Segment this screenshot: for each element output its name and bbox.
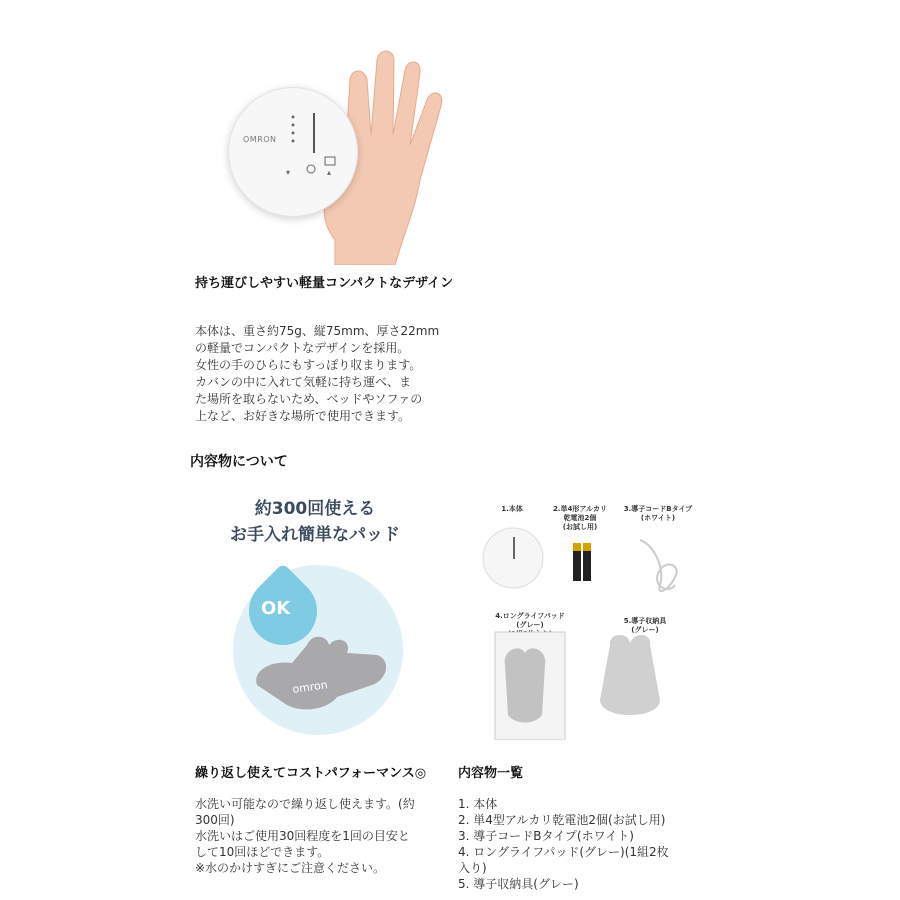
cord-icon: [640, 540, 677, 591]
svg-text:▴: ▴: [327, 168, 332, 177]
long-life-pad-icon: [495, 632, 565, 740]
reuse-heading: 繰り返し使えてコストパフォーマンス◎: [195, 766, 427, 781]
reuse-line: 300回): [195, 813, 235, 827]
pad-icon: [247, 625, 397, 715]
list-item: 3. 導子コードBタイプ(ホワイト): [458, 829, 634, 843]
device-image: [228, 87, 358, 217]
reuse-line: 水洗いはご使用30回程度を1回の目安と: [195, 829, 410, 843]
contents-list-heading: 内容物一覧: [458, 766, 524, 781]
promo-title: [205, 496, 425, 548]
body-line: の軽量でコンパクトなデザインを採用。: [195, 341, 410, 355]
body-line: 上など、お好きな場所で使用できます。: [195, 409, 411, 423]
list-item: 2. 単4型アルカリ乾電池2個(お試し用): [458, 813, 666, 827]
ok-label: OK: [261, 598, 291, 619]
promo-line-2: お手入れ簡単なパッド: [230, 525, 400, 545]
body-line: た場所を取らないため、ベッドやソファの: [195, 392, 423, 406]
reuse-line: して10回ほどできます。: [195, 845, 330, 859]
body-line: 女性の手のひらにもすっぽり収まります。: [195, 358, 422, 372]
pad-promo-image: [233, 565, 403, 735]
device-thumb-icon: [483, 528, 543, 588]
section-body-compact: [195, 323, 460, 425]
grid-label-2: 2.単4形アルカリ 乾電池2個 (お試し用): [552, 505, 608, 531]
list-item: 5. 導子収納具(グレー): [458, 877, 579, 891]
svg-text:▾: ▾: [286, 168, 291, 177]
pad-logo: omron: [291, 678, 329, 696]
grid-label-5: 5.導子収納具 (グレー): [623, 617, 667, 634]
product-hand-image: [195, 35, 460, 270]
list-item: 4. ロングライフパッド(グレー)(1組2枚: [458, 845, 669, 859]
contents-list: [458, 796, 708, 892]
grid-label-4: 4.ロングライフパッド (グレー): [495, 612, 565, 629]
reuse-line: ※水のかけすぎにご注意ください。: [195, 861, 386, 875]
storage-tray-icon: [600, 635, 660, 715]
device-controls-icon: [283, 109, 343, 199]
grid-label-1: 1.本体: [501, 505, 523, 513]
list-item: 1. 本体: [458, 797, 498, 811]
contents-heading: 内容物について: [190, 454, 288, 470]
grid-label-3: 3.導子コードBタイプ (ホワイト): [623, 505, 693, 522]
promo-line-1: 約300回使える: [254, 499, 376, 519]
body-line: カバンの中に入れて気軽に持ち運べ、ま: [195, 375, 412, 389]
reuse-line: 水洗い可能なので繰り返し使えます。(約: [195, 797, 415, 811]
list-item: 入り): [458, 861, 487, 875]
reuse-body: [195, 796, 440, 876]
contents-photo: [480, 525, 700, 740]
device-logo: OMRON: [243, 135, 277, 144]
section-heading-compact: 持ち運びしやすい軽量コンパクトなデザイン: [195, 276, 454, 291]
body-line: 本体は、重さ約75g、縦75mm、厚さ22mm: [195, 324, 440, 338]
battery-icon: [573, 543, 591, 581]
